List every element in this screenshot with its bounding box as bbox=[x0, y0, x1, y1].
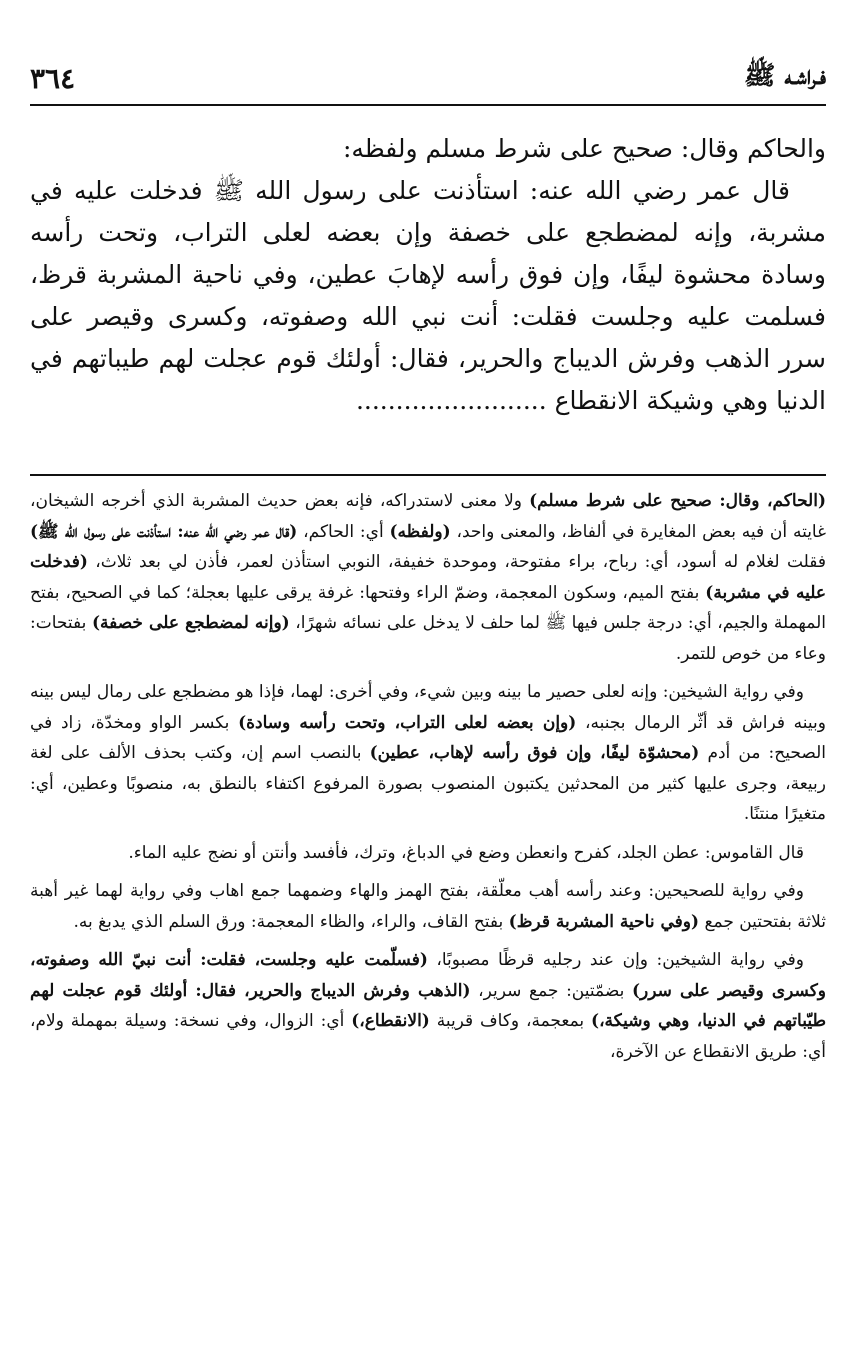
commentary-text: بكسر الواو ومخدّة، زاد في الصحيح: من أدم bbox=[30, 712, 827, 763]
main-hadith-paragraph bbox=[30, 170, 826, 422]
commentary-text: بفتح القاف، والراء، والظاء المعجمة: ورق السلم الذي يدبغ به. bbox=[73, 911, 509, 932]
commentary-text: بمعجمة، وكاف قريبة bbox=[429, 1011, 592, 1031]
commentary-paragraph bbox=[30, 486, 826, 669]
commentary-paragraph bbox=[30, 677, 826, 830]
commentary-paragraph bbox=[30, 876, 826, 937]
commentary-paragraph bbox=[30, 838, 826, 869]
footnote-divider bbox=[30, 474, 826, 476]
running-title: فـراشـه ﷺ bbox=[744, 61, 826, 91]
commentary-text: وفي رواية الشيخين: وإن عند رجليه قرظًا مصبوبًا، bbox=[427, 950, 804, 970]
commentary-text: قال القاموس: عطن الجلد، كفرح وانعطن وضع في الدباغ، وترك، فأفسد وأنتن أو نضج عليه الماء. bbox=[128, 842, 804, 863]
commentary-text: ولا معنى لاستدراكه، فإنه بعض حديث المشربة الذي أخرجه الشيخان، غايته أن فيه بعض المغايرة في ألفاظ، والمعنى واحد، bbox=[30, 491, 827, 542]
commentary-text: بضمّتين: جمع سرير، bbox=[470, 980, 632, 1001]
quoted-matn: (ولفظه) bbox=[389, 521, 451, 542]
commentary-text: بالنصب اسم إن، وكتب بحذف الألف على لغة ربيعة، وجرى عليها كثير من المحدثين يكتبون المنصوب بصورة المرفوع اكتفاء بالنطق به، منصوبًا وعطين، أي: متغيرًا منتنًا. bbox=[30, 743, 826, 824]
quoted-matn: (وفي ناحية المشربة قرظ) bbox=[508, 911, 700, 932]
quoted-matn: (الذهب وفرش الديباج والحرير، فقال: أولئك قوم عجلت لهم طيّباتهم في الدنيا، وهي وشيكة،) bbox=[30, 980, 826, 1031]
commentary-text: فقلت لغلام له أسود، أي: رباح، براء مفتوحة، وموحدة خفيفة، النوبي استأذن لعمر، فأذن لي بعد ثلاث، bbox=[87, 552, 826, 572]
commentary-text: بفتح الميم، وسكون المعجمة، وضمّ الراء وفتحها: غرفة يرقى عليها بعجلة؛ كما في الصحيح، بفتح المهملة والجيم، أي: درجة جلس فيها ﷺ لما حلف لا يدخل على نسائه شهرًا، bbox=[30, 582, 826, 633]
quoted-matn: (الانقطاع،) bbox=[351, 1011, 430, 1031]
commentary-text: وفي رواية للصحيحين: وعند رأسه أهب معلّقة، بفتح الهمز والهاء وضمهما جمع اهاب وفي رواية لهما غير أهبة ثلاثة بفتحتين جمع bbox=[30, 881, 826, 932]
hadith-text: قال عمر رضي الله عنه: استأذنت على رسول الله ﷺ فدخلت عليه في مشربة، وإنه لمضطجع على خصفة وإن بعضه لعلى التراب، وتحت رأسه وسادة محشوة ليفًا، وإن فوق رأسه لإهابَ عطين، وفي ناحية المشربة قرظ، فسلمت عليه وجلست فقلت: أنت نبي الله وصفوته، وكسرى وقيصر على سرر الذهب وفرش الديباج والحرير، فقال: أولئك قوم عجلت لهم طيباتهم في الدنيا وهي وشيكة الانقطاع bbox=[30, 176, 826, 415]
commentary-text: أي: الزوال، وفي نسخة: وسيلة بمهملة ولام، أي: طريق الانقطاع عن الآخرة، bbox=[30, 1011, 826, 1062]
quoted-matn: (قال عمر رضي الله عنه: استأذنت على رسول الله ﷺ) bbox=[30, 521, 298, 542]
quoted-matn: (وإن بعضه لعلى التراب، وتحت رأسه وسادة) bbox=[238, 712, 577, 733]
commentary-paragraph bbox=[30, 945, 826, 1067]
main-intro-line: والحاكم وقال: صحيح على شرط مسلم ولفظه: bbox=[342, 134, 826, 163]
quoted-matn: (وإنه لمضطجع على خصفة) bbox=[91, 613, 290, 633]
quoted-matn: (فسلّمت عليه وجلست، فقلت: أنت نبيّ الله وصفوته، وكسرى وقيصر على سرر) bbox=[30, 950, 826, 1001]
commentary bbox=[30, 486, 826, 1348]
commentary-text: وفي رواية الشيخين: وإنه لعلى حصير ما بينه وبين شيء، وفي أخرى: لهما، فإذا هو مضطجع على رمال ليس بينه وبينه فراش قد أثّر الرمال بجنبه، bbox=[30, 682, 826, 733]
quoted-matn: (محشوّة ليفًا، وإن فوق رأسه لإهاب، عطين) bbox=[369, 743, 700, 763]
quoted-matn: (فدخلت عليه في مشربة) bbox=[30, 552, 826, 603]
commentary-text: أي: الحاكم، bbox=[297, 521, 390, 542]
quoted-matn: (الحاكم، وقال: صحيح على شرط مسلم) bbox=[529, 491, 826, 511]
commentary-text: بفتحات: وعاء من خوص للتمر. bbox=[30, 613, 826, 664]
page-header bbox=[30, 52, 826, 106]
ellipsis-dots: ........................ bbox=[355, 386, 547, 415]
page-number: ٣٦٤ bbox=[30, 61, 76, 95]
main-text bbox=[30, 128, 826, 464]
